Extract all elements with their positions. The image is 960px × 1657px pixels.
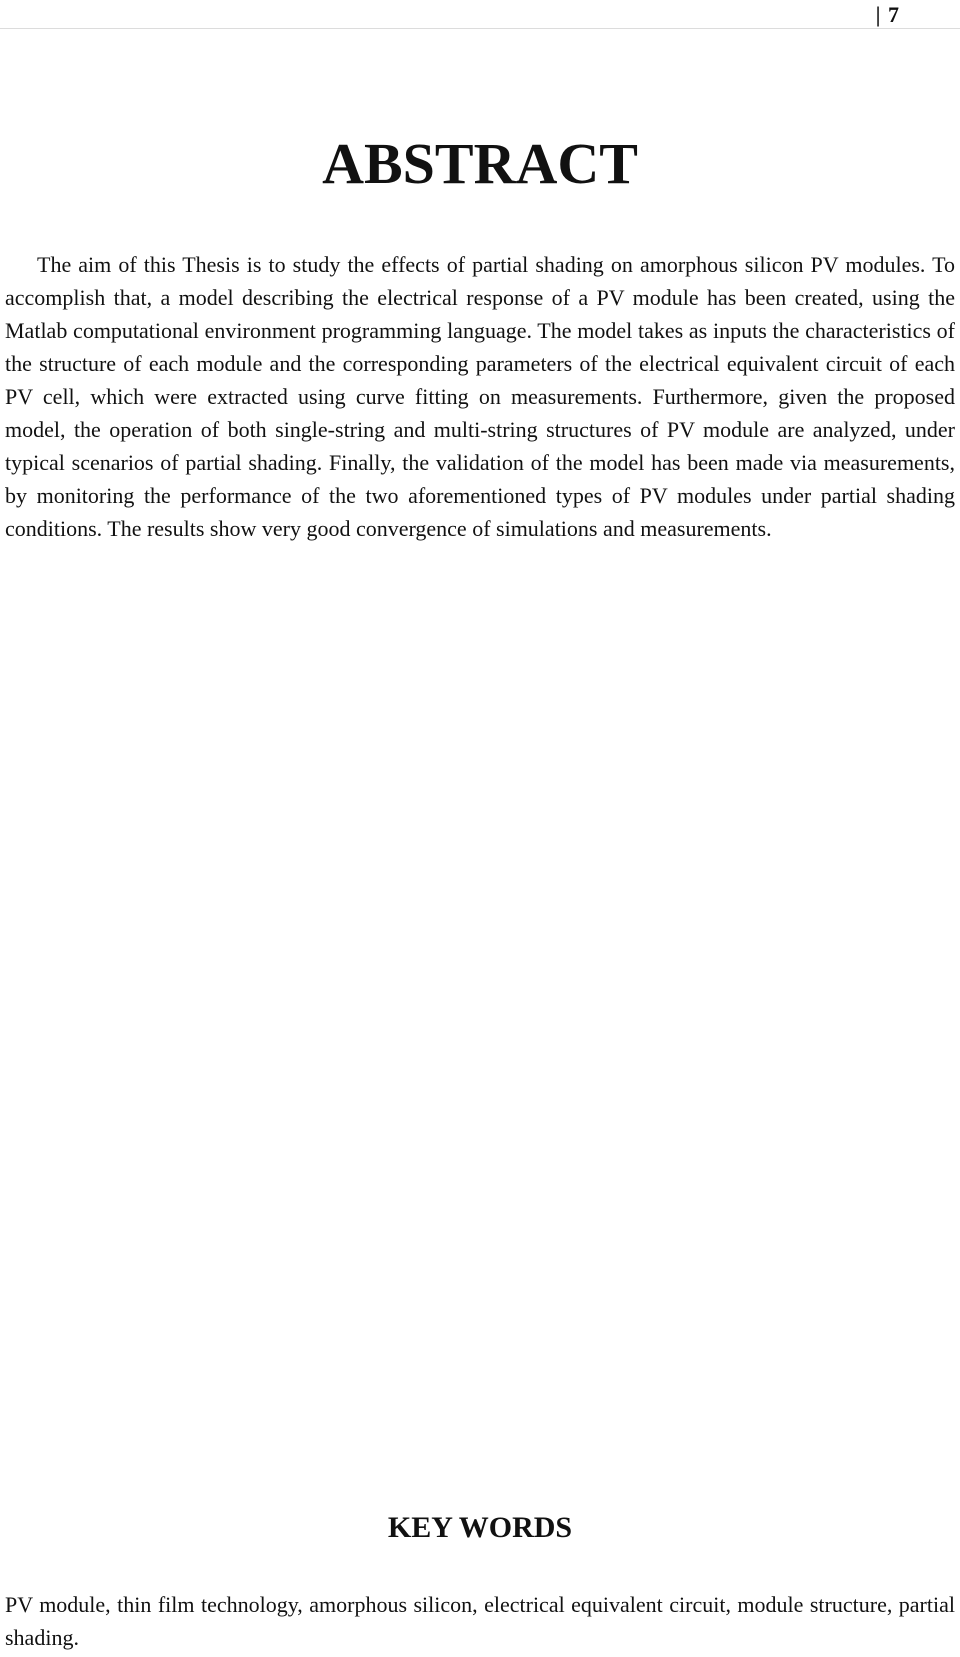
page-number: | 7 <box>875 2 900 27</box>
header-rule <box>0 28 960 29</box>
abstract-title: ABSTRACT <box>322 131 638 196</box>
abstract-paragraph: The aim of this Thesis is to study the effects of partial shading on amorphous silicon PV modules. To accomplish that, a model describing the electrical response of a PV module has been created, using the Matlab computational environment programming language. The model takes as inputs the characteristics of the structure of each module and the corresponding parameters of the electrical equivalent circuit of each PV cell, which were extracted using curve fitting on measurements. Furthermore, given the proposed model, the operation of both single-string and multi-string structures of PV module are analyzed, under typical scenarios of partial shading. Finally, the validation of the model has been made via measurements, by monitoring the performance of the two aforementioned types of PV modules under partial shading conditions. The results show very good convergence of simulations and measurements. <box>5 252 955 541</box>
keywords-title: KEY WORDS <box>387 1511 573 1544</box>
keywords-paragraph: PV module, thin film technology, amorphous silicon, electrical equivalent circuit, module structure, partial shading. <box>5 1592 955 1650</box>
